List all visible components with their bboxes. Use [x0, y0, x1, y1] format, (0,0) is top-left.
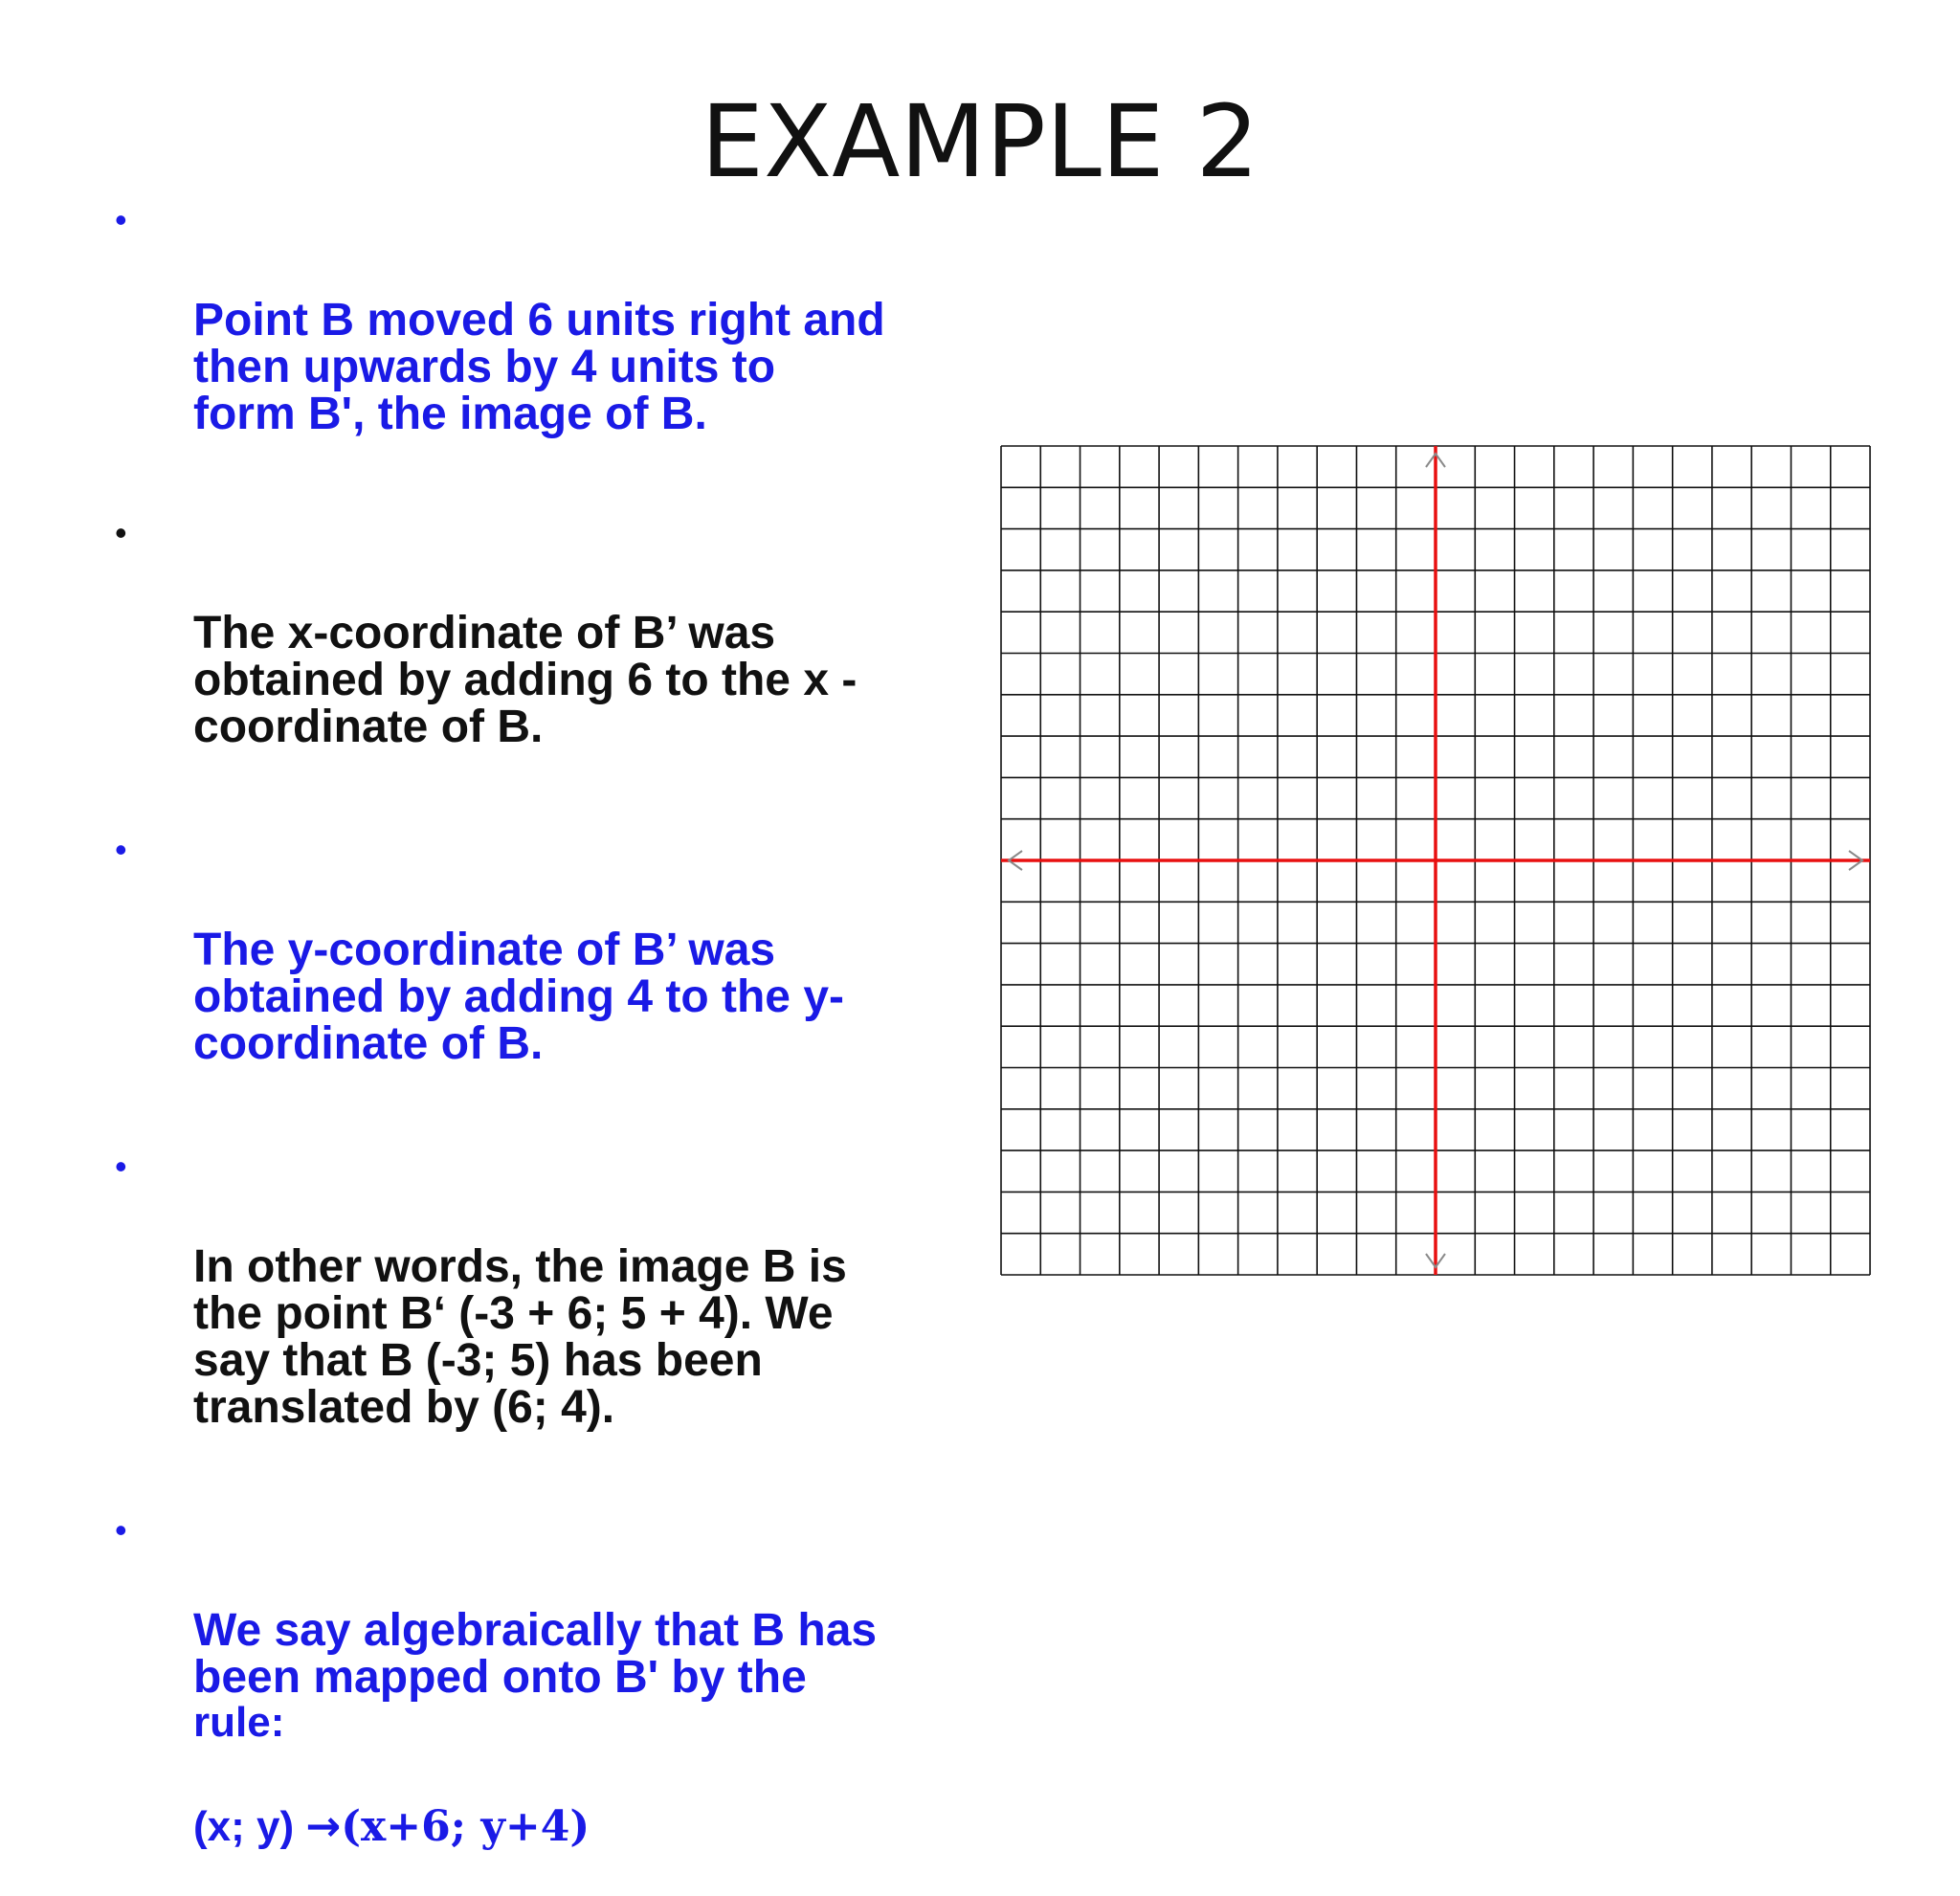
bullet-text-2: The x-coordinate of B’ was obtained by adding 6 to the x - coordinate of B. [193, 608, 858, 752]
bullet-text-4: In other words, the image B is the point B‘ (-3 + 6; 5 + 4). We say that B (-3; 5) has been translated by (6; 4). [193, 1241, 847, 1433]
bullet-icon: • [115, 830, 127, 869]
bullet-text-3: The y-coordinate of B’ was obtained by adding 4 to the y- coordinate of B. [193, 925, 845, 1069]
bullet-text-1: Point B moved 6 units right and then upwards by 4 units to form B', the image of B. [193, 295, 885, 439]
bullet-item-3 [115, 830, 976, 1069]
bullet-item-4 [115, 1149, 976, 1431]
bullet-item-2 [115, 513, 976, 752]
bullet-item-5 [115, 1510, 976, 1896]
bullet-text-5: We say algebraically that B has been mapped onto B' by the [193, 1605, 878, 1703]
rule-label: rule: [193, 1699, 285, 1746]
formula-lhs: (x; y) [193, 1803, 306, 1850]
bullet-list [115, 200, 976, 1896]
slide-title: EXAMPLE 2 [701, 83, 1259, 200]
bullet-icon: • [115, 1147, 127, 1186]
bullet-icon: • [115, 200, 127, 239]
coordinate-grid [1000, 445, 1871, 1278]
bullet-item-1 [115, 200, 976, 439]
bullet-icon: • [115, 1510, 127, 1550]
formula-rhs: (x+6; y+4) [341, 1802, 590, 1851]
bullet-icon: • [115, 513, 127, 552]
mapping-arrow-icon: → [305, 1802, 342, 1851]
translation-formula [193, 1802, 976, 1851]
